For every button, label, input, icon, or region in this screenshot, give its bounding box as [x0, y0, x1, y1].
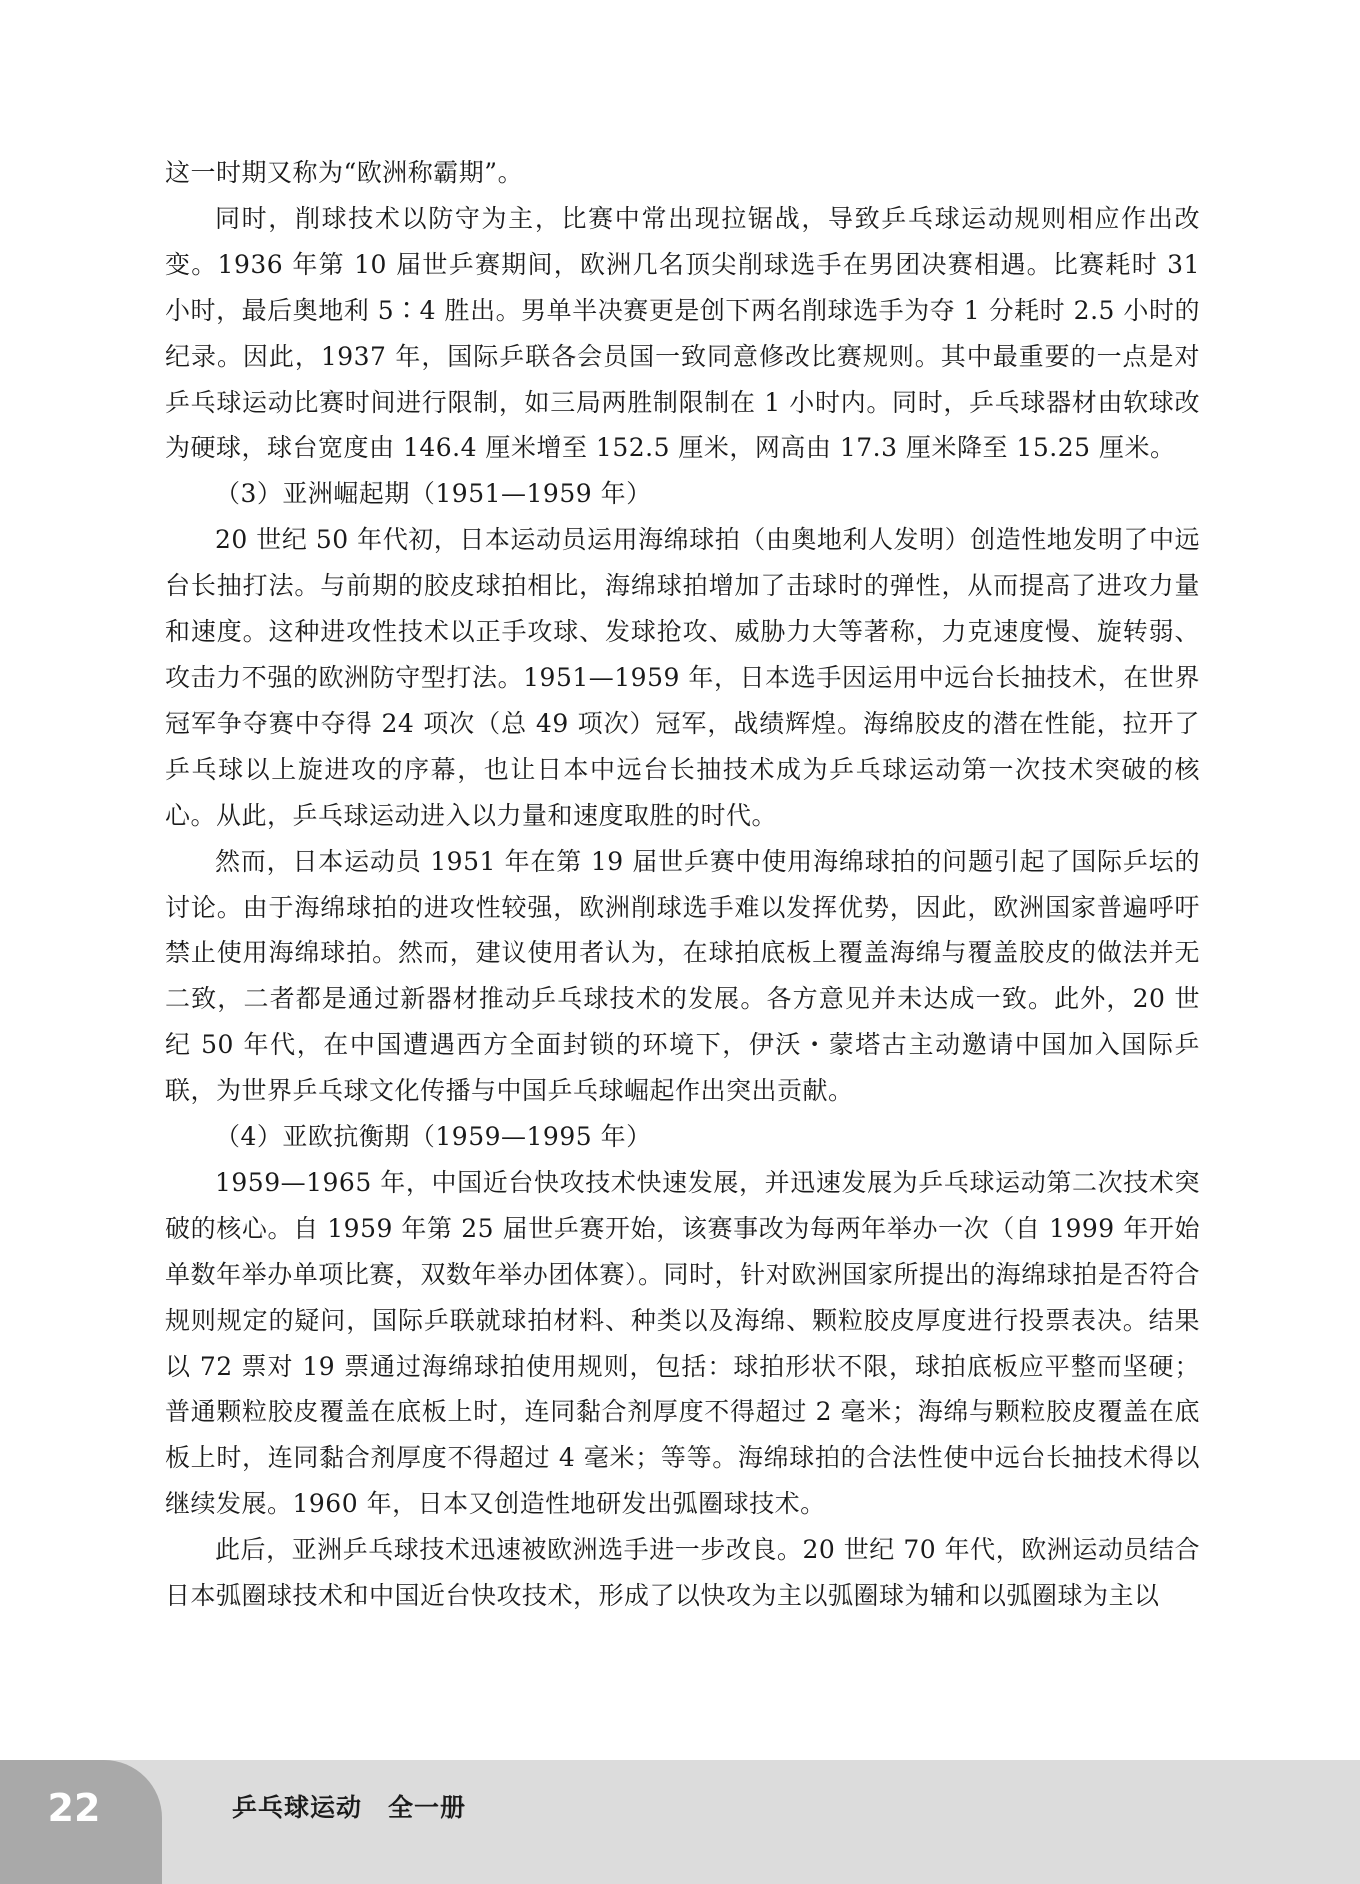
paragraph: 这一时期又称为“欧洲称霸期”。: [165, 158, 524, 187]
section-heading: （3）亚洲崛起期（1951—1959 年）: [215, 479, 652, 509]
page-number: 22: [47, 1786, 101, 1830]
page-footer: [0, 1760, 1360, 1884]
page-number-tab: [0, 1760, 162, 1884]
book-title: 乒乓球运动 全一册: [232, 1793, 467, 1822]
paragraph: 此后，亚洲乒乓球技术迅速被欧洲选手进一步改良。20 世纪 70 年代，欧洲运动员结合日本弧圈球技术和中国近台快攻技术，形成了以快攻为主以弧圈球为辅和以弧圈球为主以: [165, 1535, 1200, 1611]
page-body: [165, 150, 1200, 1619]
paragraph: 同时，削球技术以防守为主，比赛中常出现拉锯战，导致乒乓球运动规则相应作出改变。1936 年第 10 届世乒赛期间，欧洲几名顶尖削球选手在男团决赛相遇。比赛耗时 31 小时，最后奥地利 5∶4 胜出。男单半决赛更是创下两名削球选手为夺 1 分耗时 2.5 小时的纪录。因此，1937 年，国际乒联各会员国一致同意修改比赛规则。其中最重要的一点是对乒乓球运动比赛时间进行限制，如三局两胜制限制在 1 小时内。同时，乒乓球器材由软球改为硬球，球台宽度由 146.4 厘米增至 152.5 厘米，网高由 17.3 厘米降至 15.25 厘米。: [165, 203, 1200, 463]
paragraph: 然而，日本运动员 1951 年在第 19 届世乒赛中使用海绵球拍的问题引起了国际乒坛的讨论。由于海绵球拍的进攻性较强，欧洲削球选手难以发挥优势，因此，欧洲国家普遍呼吁禁止使用海绵球拍。然而，建议使用者认为，在球拍底板上覆盖海绵与覆盖胶皮的做法并无二致，二者都是通过新器材推动乒乓球技术的发展。各方意见并未达成一致。此外，20 世纪 50 年代，在中国遭遇西方全面封锁的环境下，伊沃・蒙塔古主动邀请中国加入国际乒联，为世界乒乓球文化传播与中国乒乓球崛起作出突出贡献。: [165, 846, 1200, 1106]
paragraph: 20 世纪 50 年代初，日本运动员运用海绵球拍（由奥地利人发明）创造性地发明了中远台长抽打法。与前期的胶皮球拍相比，海绵球拍增加了击球时的弹性，从而提高了进攻力量和速度。这种进攻性技术以正手攻球、发球抢攻、威胁力大等著称，力克速度慢、旋转弱、攻击力不强的欧洲防守型打法。1951—1959 年，日本选手因运用中远台长抽技术，在世界冠军争夺赛中夺得 24 项次（总 49 项次）冠军，战绩辉煌。海绵胶皮的潜在性能，拉开了乒乓球以上旋进攻的序幕，也让日本中远台长抽技术成为乒乓球运动第一次技术突破的核心。从此，乒乓球运动进入以力量和速度取胜的时代。: [165, 525, 1200, 830]
section-heading: （4）亚欧抗衡期（1959—1995 年）: [215, 1122, 652, 1152]
paragraph: 1959—1965 年，中国近台快攻技术快速发展，并迅速发展为乒乓球运动第二次技术突破的核心。自 1959 年第 25 届世乒赛开始，该赛事改为每两年举办一次（自 1999 年开始单数年举办单项比赛，双数年举办团体赛）。同时，针对欧洲国家所提出的海绵球拍是否符合规则规定的疑问，国际乒联就球拍材料、种类以及海绵、颗粒胶皮厚度进行投票表决。结果以 72 票对 19 票通过海绵球拍使用规则，包括：球拍形状不限，球拍底板应平整而坚硬；普通颗粒胶皮覆盖在底板上时，连同黏合剂厚度不得超过 2 毫米；海绵与颗粒胶皮覆盖在底板上时，连同黏合剂厚度不得超过 4 毫米；等等。海绵球拍的合法性使中远台长抽技术得以继续发展。1960 年，日本又创造性地研发出弧圈球技术。: [165, 1167, 1200, 1519]
